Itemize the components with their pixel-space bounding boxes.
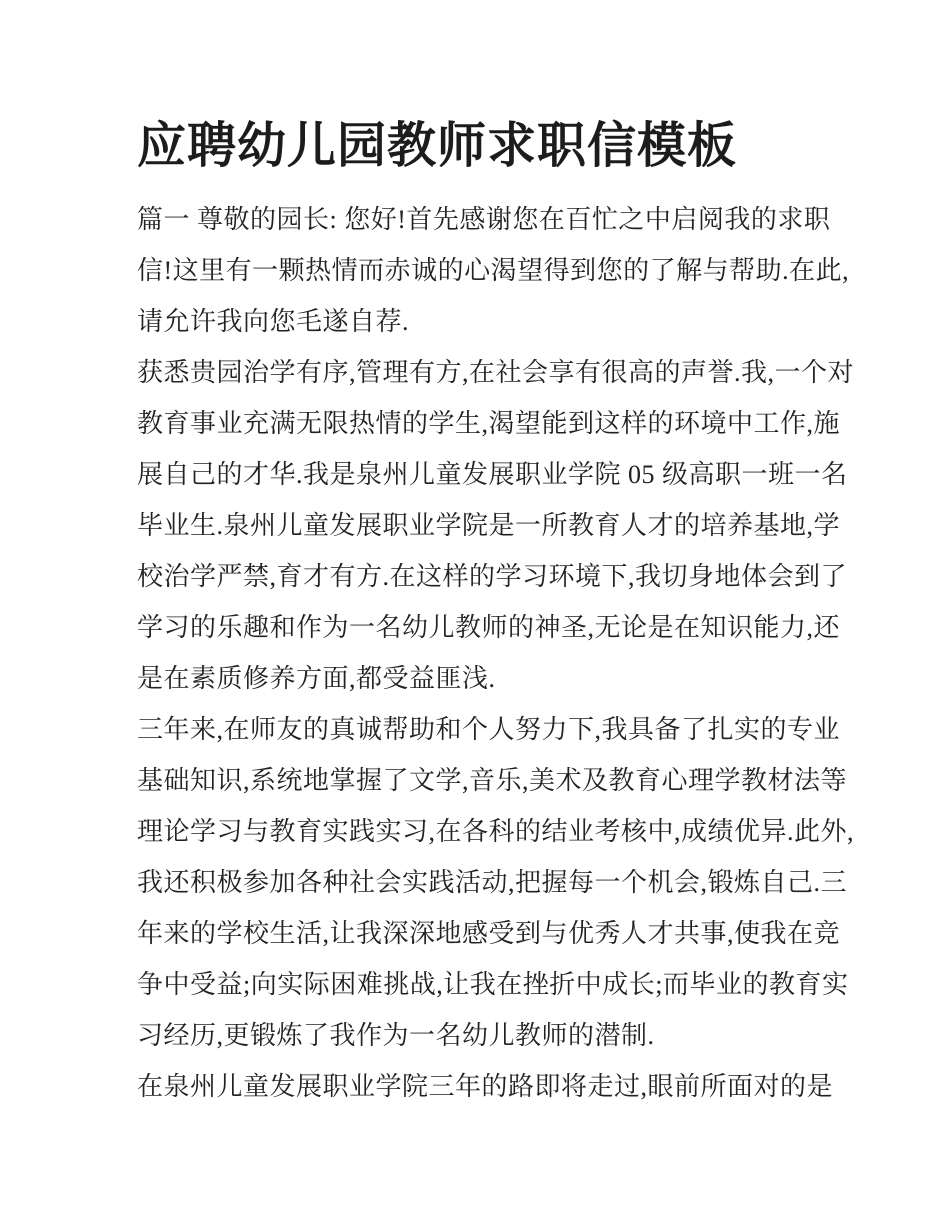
text-line: 习经历,更锻炼了我作为一名幼儿教师的潜制. [137,1021,655,1050]
text-line: 信!这里有一颗热情而赤诚的心渴望得到您的了解与帮助.在此, [137,256,850,285]
text-line: 我还积极参加各种社会实践活动,把握每一个机会,锻炼自己.三 [137,868,848,897]
text-line: 获悉贵园治学有序,管理有方,在社会享有很高的声誉.我,一个对 [137,358,855,387]
text-line: 理论学习与教育实践实习,在各科的结业考核中,成绩优异.此外, [137,817,855,846]
document-title: 应聘幼儿园教师求职信模板 [137,118,738,173]
text-line: 教育事业充满无限热情的学生,渴望能到这样的环境中工作,施 [137,409,841,438]
text-line: 篇一 尊敬的园长: 您好!首先感谢您在百忙之中启阅我的求职 [137,205,831,234]
text-line: 请允许我向您毛遂自荐. [137,307,410,336]
document-body [137,194,855,1112]
text-line: 年来的学校生活,让我深深地感受到与优秀人才共事,使我在竞 [137,919,841,948]
text-line: 展自己的才华.我是泉州儿童发展职业学院 05 级高职一班一名 [137,460,848,489]
text-line: 是在素质修养方面,都受益匪浅. [137,664,496,693]
text-line: 三年来,在师友的真诚帮助和个人努力下,我具备了扎实的专业 [137,715,841,744]
text-line: 毕业生.泉州儿童发展职业学院是一所教育人才的培养基地,学 [137,511,841,540]
text-line: 校治学严禁,育才有方.在这样的学习环境下,我切身地体会到了 [137,562,848,591]
text-line: 在泉州儿童发展职业学院三年的路即将走过,眼前所面对的是 [137,1072,834,1101]
text-line: 争中受益;向实际困难挑战,让我在挫折中成长;而毕业的教育实 [137,970,849,999]
text-line: 基础知识,系统地掌握了文学,音乐,美术及教育心理学教材法等 [137,766,848,795]
text-line: 学习的乐趣和作为一名幼儿教师的神圣,无论是在知识能力,还 [137,613,841,642]
document-content [137,0,855,1112]
